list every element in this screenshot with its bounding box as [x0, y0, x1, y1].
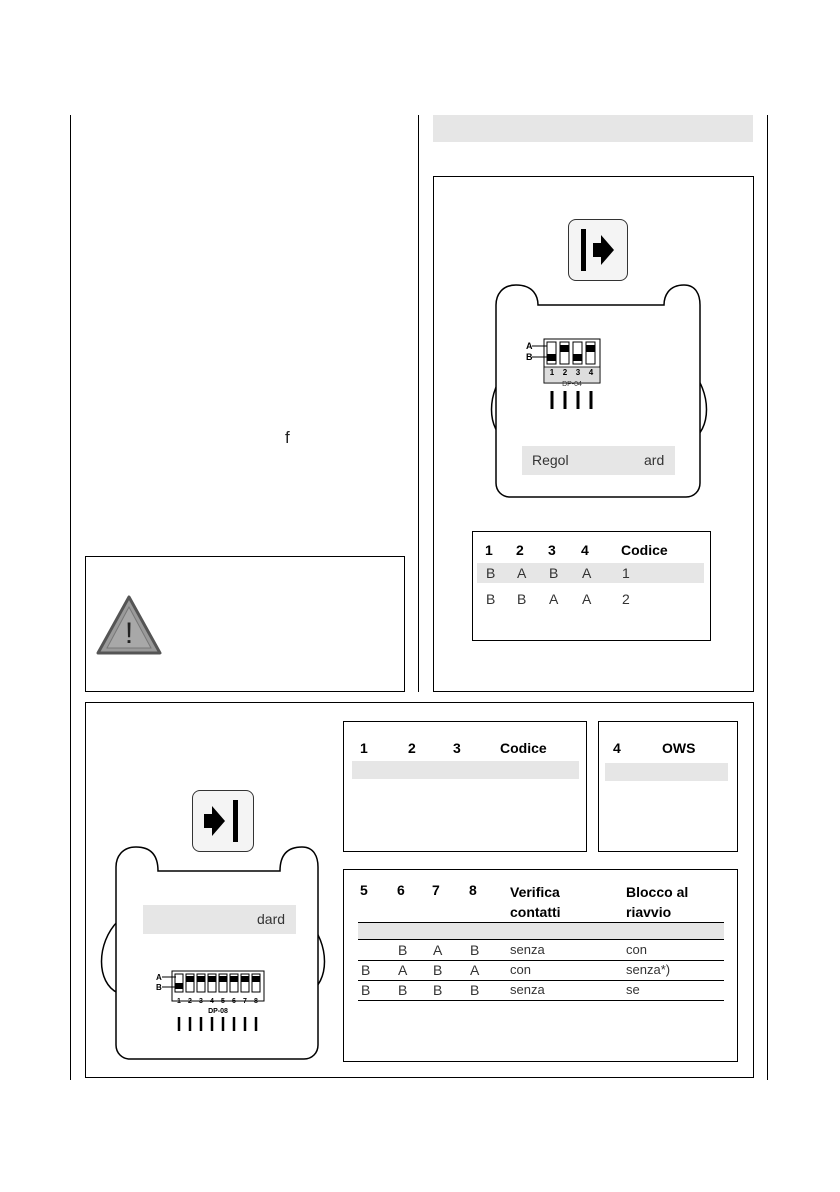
table-row [352, 761, 579, 779]
dip-number-4: 4 [588, 368, 594, 377]
dip-switch-dp08 [148, 967, 298, 1057]
panel1 [433, 176, 754, 692]
caption-right: dard [257, 911, 286, 927]
table-row: B B A A 2 [486, 591, 630, 607]
dip-model-label: DP-04 [562, 381, 582, 388]
left-margin-line [70, 115, 71, 1080]
panel2-code-table: 1 2 3 Codice [343, 721, 587, 852]
caption-left: Regol [532, 452, 569, 468]
col-header-2: 2 [516, 542, 524, 558]
svg-text:4: 4 [210, 998, 214, 1005]
warning-icon [94, 593, 164, 657]
panel2 [85, 702, 754, 1078]
col-header-1: 1 [485, 542, 493, 558]
table-row: B B B B senza se [358, 981, 724, 1001]
svg-text:8: 8 [254, 998, 258, 1005]
panel2-caption [143, 905, 296, 934]
dip-label-a: A [156, 973, 162, 982]
col-header-3: 3 [548, 542, 556, 558]
dip-switch-dp04 [502, 335, 612, 435]
panel2-options-table: 5 6 7 8 Verifica contatti Blocco al riavvio B A B senza con B A B A con senza*) B B B B senza se [343, 869, 738, 1062]
panel1-code-table [472, 531, 711, 641]
svg-text:2: 2 [188, 998, 192, 1005]
dip-label-b: B [156, 983, 162, 992]
caption-right: ard [644, 452, 665, 468]
table-row [605, 763, 728, 781]
svg-text:7: 7 [243, 998, 247, 1005]
warning-box [85, 556, 405, 692]
table-row: B A B A 1 [477, 563, 704, 583]
dip-label-a: A [526, 341, 533, 351]
panel1-caption [522, 446, 675, 475]
column-divider [418, 115, 419, 692]
svg-text:6: 6 [232, 998, 236, 1005]
dip-number-2: 2 [562, 368, 568, 377]
panel1-header-strip [433, 115, 753, 142]
table-row: B A B A con senza*) [358, 961, 724, 981]
table-row: B A B senza con [358, 941, 724, 961]
dip-number-3: 3 [575, 368, 581, 377]
svg-text:5: 5 [221, 998, 225, 1005]
svg-text:3: 3 [199, 998, 203, 1005]
col-header-4: 4 [581, 542, 589, 558]
panel2-ows-table: 4 OWS [598, 721, 738, 852]
dip-model-label: DP-08 [208, 1008, 228, 1015]
table-row [358, 922, 724, 940]
dip-label-b: B [526, 352, 533, 362]
col-header-codice: Codice [621, 542, 668, 558]
left-column-fragment: f [285, 428, 290, 447]
svg-text:1: 1 [177, 998, 181, 1005]
arrow-into-bar-icon [568, 219, 628, 281]
dip-number-1: 1 [549, 368, 555, 377]
right-margin-line [767, 115, 768, 1080]
warning-symbol: ! [124, 617, 134, 650]
entry-button[interactable] [568, 219, 628, 281]
